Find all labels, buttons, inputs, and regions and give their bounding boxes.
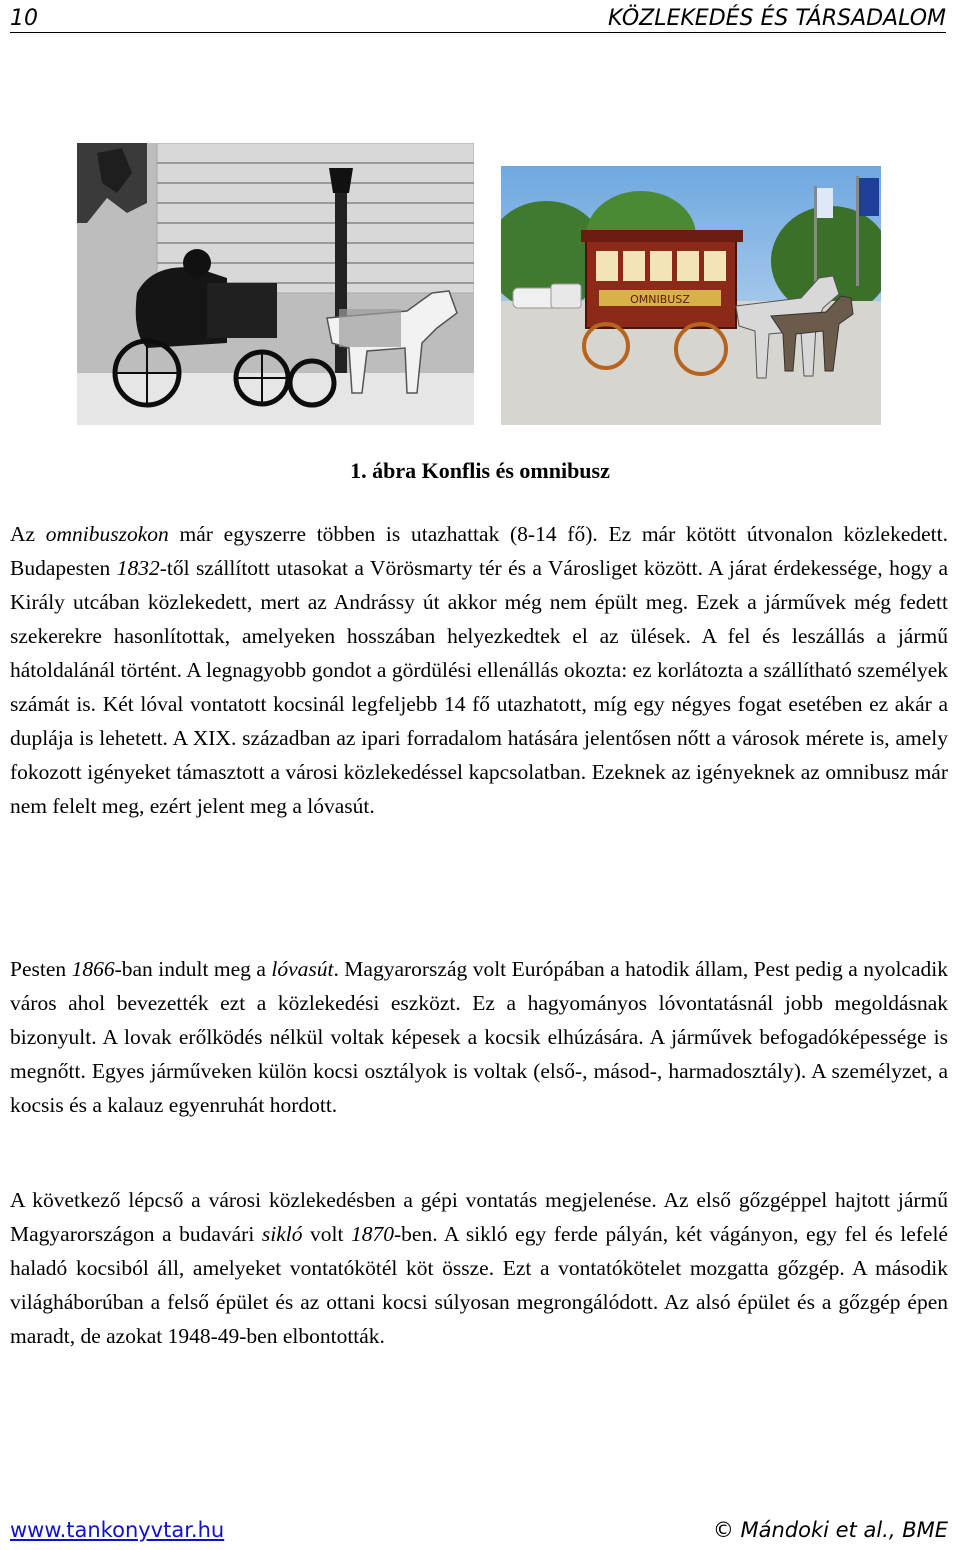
konflis-illustration (77, 143, 474, 425)
emphasis-year: 1866 (71, 957, 115, 981)
paragraph-text: volt (302, 1222, 351, 1246)
footer-credit: © Mándoki et al., BME (712, 1518, 948, 1542)
paragraph-text: Pesten (10, 957, 72, 981)
paragraph-text: már egyszerre többen is utazhattak (8-14 fő). Ez már kötött útvonalon közlekedett. Budapesten (10, 522, 948, 580)
emphasis-siklo: sikló (261, 1222, 303, 1246)
emphasis-lovasut: lóvasút (271, 957, 334, 981)
emphasis-year: 1832 (116, 556, 160, 580)
page-header (10, 4, 946, 33)
paragraph-siklo (10, 1183, 948, 1353)
running-title: KÖZLEKEDÉS ÉS TÁRSADALOM (607, 6, 946, 31)
page-number: 10 (10, 6, 38, 31)
paragraph-lovasut (10, 952, 948, 1122)
paragraph-text: -ben. A sikló egy ferde pályán, két vágányon, egy fel és lefelé haladó kocsiból áll, amelyeket vontatókötél köt össze. Ezt a vontatókötelet mozgatta gőzgép. A második világháborúban a felső épület és az ottani kocsi súlyosan megrongálódott. Az alsó épület és a gőzgép épen maradt, de azokat 1948-49-ben elbontották. (10, 1222, 948, 1348)
paragraph-text: -ban indult meg a (114, 957, 272, 981)
footer-link[interactable]: www.tankonyvtar.hu (10, 1518, 225, 1542)
omnibus-sign: OMNIBUSZ (630, 293, 690, 306)
konflis-photo (77, 143, 474, 425)
paragraph-text: Az (10, 522, 46, 546)
paragraph-omnibusz (10, 517, 948, 823)
omnibusz-photo (501, 166, 881, 425)
omnibusz-illustration (501, 166, 881, 425)
paragraph-text: A következő lépcső a városi közlekedésben a gépi vontatás megjelenése. Az első gőzgéppel hajtott jármű Magyarországon a budavári (10, 1188, 948, 1246)
emphasis-omnibuszokon: omnibuszokon (45, 522, 169, 546)
figure-caption: 1. ábra Konflis és omnibusz (350, 458, 610, 483)
paragraph-text: . Magyarország volt Európában a hatodik állam, Pest pedig a nyolcadik város ahol bevezették ezt a közlekedési eszközt. Ez a hagyományos lóvontatásnál jobb megoldásnak bizonyult. A lovak erőlködés nélkül voltak képesek a kocsik elhúzására. A járművek befogadóképessége is megnőtt. Egyes járműveken külön kocsi osztályok is voltak (első-, másod-, harmadosztály). A személyzet, a kocsis és a kalauz egyenruhát hordott. (10, 957, 948, 1117)
emphasis-year: 1870 (351, 1222, 394, 1246)
paragraph-text: -től szállított utasokat a Vörösmarty tér és a Városliget között. A járat érdekessége, hogy a Király utcában közlekedett, mert az Andrássy út akkor még nem épült meg. Ezek a járművek még fedett szekerekre hasonlítottak, amelyeken hosszában helyezkedtek el az ülések. A fel és leszállás a jármű hátoldalánál történt. A legnagyobb gondot a gördülési ellenállás okozta: ez korlátozta a szállítható személyek számát is. Két lóval vontatott kocsinál legfeljebb 14 fő utazhatott, míg egy négyes fogat esetében ez akár a duplája is lehetett. A XIX. században az ipari forradalom hatására jelentősen nőtt a városok mérete is, amely fokozott igényeket támasztott a városi közlekedéssel kapcsolatban. Ezeknek az igényeknek az omnibusz már nem felelt meg, ezért jelent meg a lóvasút. (10, 556, 948, 818)
